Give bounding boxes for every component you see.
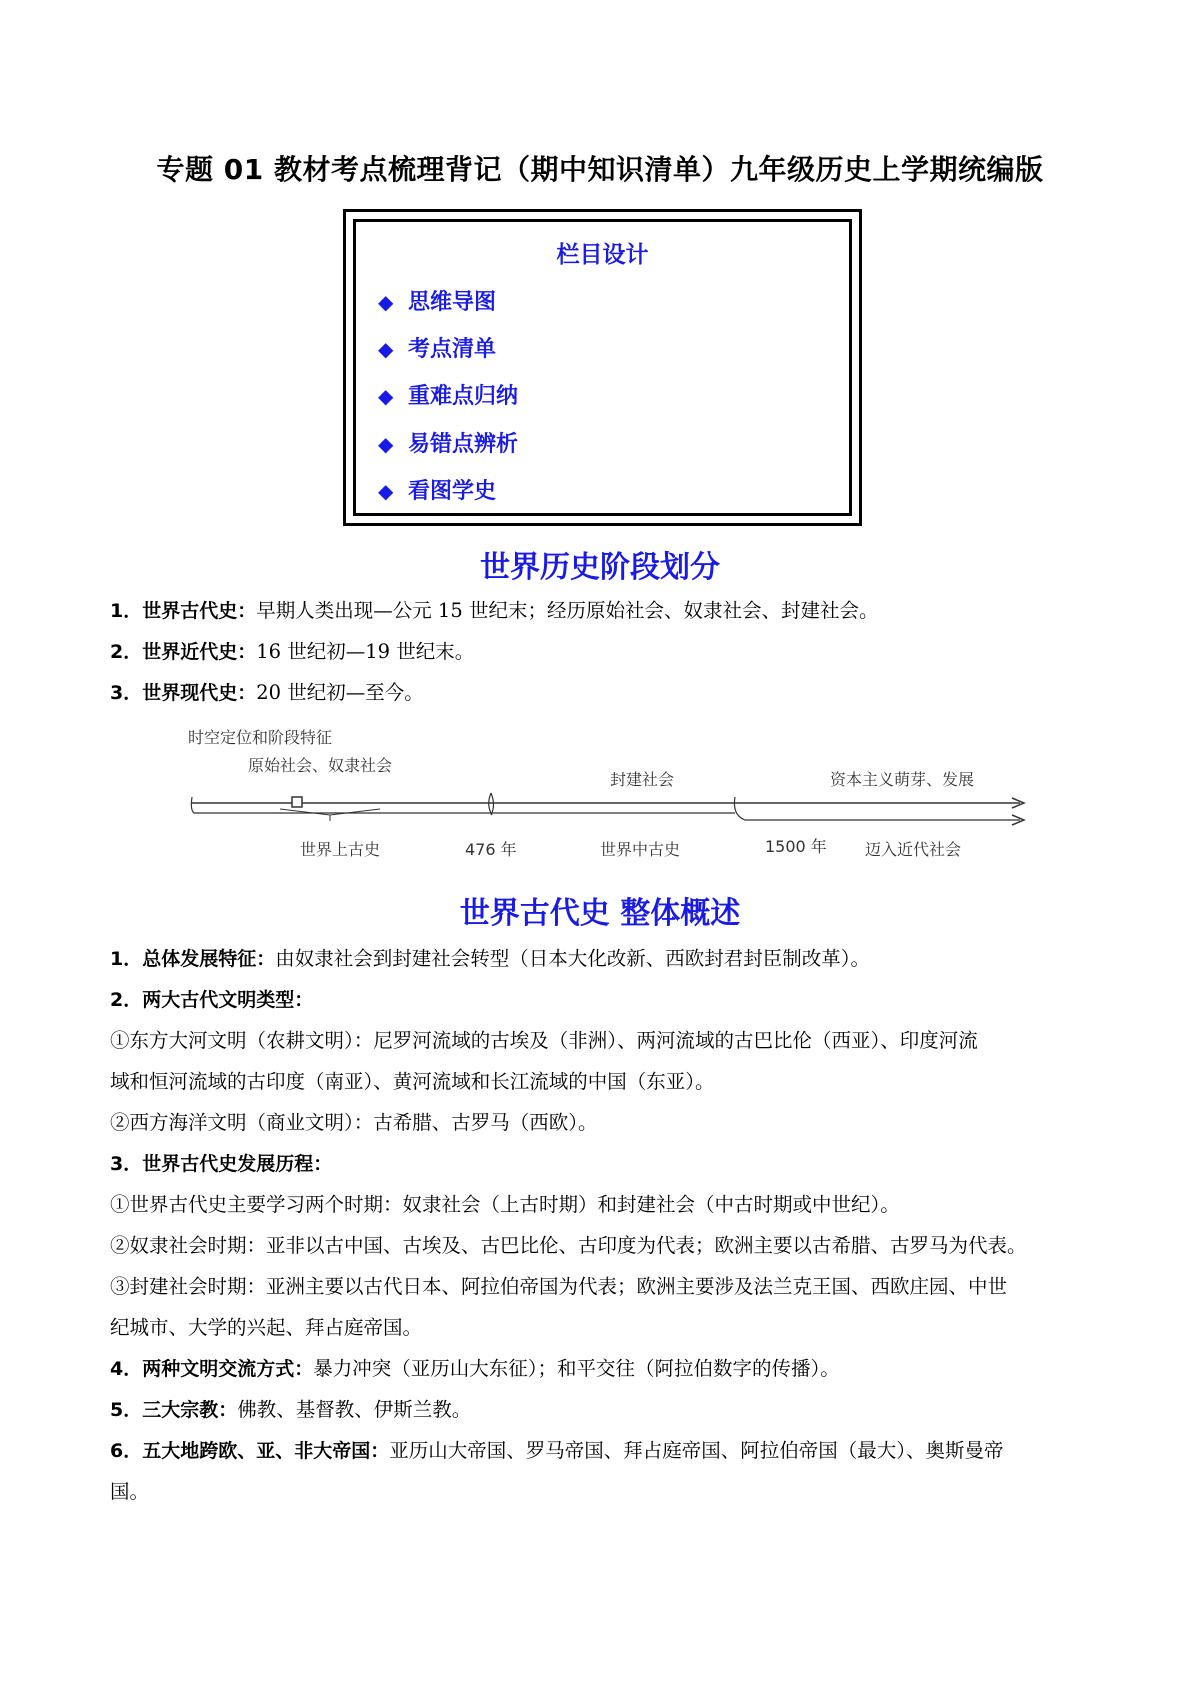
menu-item-key-points: ◆ 重难点归纳 xyxy=(378,384,519,409)
list-item: 5．三大宗教：佛教、基督教、伊斯兰教。 xyxy=(110,1398,472,1421)
timeline-modern-arrow xyxy=(734,797,1020,820)
list-item: ②西方海洋文明（商业文明）：古希腊、古罗马（西欧）。 xyxy=(110,1111,598,1134)
list-item: 4．两种文明交流方式：暴力冲突（亚历山大东征）；和平交往（阿拉伯数字的传播）。 xyxy=(110,1357,840,1380)
section-title-overview: 世界古代史 整体概述 xyxy=(459,896,741,931)
list-item: ①世界古代史主要学习两个时期：奴隶社会（上古时期）和封建社会（中古时期或中世纪）。 xyxy=(110,1193,900,1216)
timeline-start-marker xyxy=(292,797,302,807)
timeline-lower-bracket xyxy=(191,797,735,813)
timeline-divider-476 xyxy=(489,793,492,815)
timeline-label-medieval-history: 世界中古史 xyxy=(600,840,681,859)
list-item: 6．五大地跨欧、亚、非大帝国：亚历山大帝国、罗马帝国、拜占庭帝国、阿拉伯帝国（最大）、奥斯曼帝 xyxy=(110,1439,1004,1462)
diamond-bullet-icon: ◆ xyxy=(378,432,394,456)
timeline-label-476: 476 年 xyxy=(465,840,517,859)
timeline-ancient-brace xyxy=(280,809,380,821)
list-item: 域和恒河流域的古印度（南亚）、黄河流域和长江流域的中国（东亚）。 xyxy=(110,1070,715,1093)
list-item: ①东方大河文明（农耕文明）：尼罗河流域的古埃及（非洲）、两河流域的古巴比伦（西亚）、印度河流 xyxy=(110,1029,978,1052)
column-design-heading: 栏目设计 xyxy=(556,242,649,268)
page-title: 专题 01 教材考点梳理背记（期中知识清单）九年级历史上学期统编版 xyxy=(156,153,1044,186)
list-item: 3．世界古代史发展历程： xyxy=(110,1153,333,1175)
section-title-periods: 世界历史阶段划分 xyxy=(480,550,720,585)
timeline-label-ancient-history: 世界上古史 xyxy=(300,840,381,859)
menu-item-mind-map: ◆ 思维导图 xyxy=(378,290,497,315)
list-item: 2．两大古代文明类型： xyxy=(110,989,314,1011)
list-item: 1．世界古代史：早期人类出现—公元 15 世纪末；经历原始社会、奴隶社会、封建社会。 xyxy=(110,599,879,622)
list-item: 国。 xyxy=(110,1480,150,1503)
timeline-label-primitive-slave: 原始社会、奴隶社会 xyxy=(248,756,393,775)
diamond-bullet-icon: ◆ xyxy=(378,290,394,314)
list-item: ③封建社会时期：亚洲主要以古代日本、阿拉伯帝国为代表；欧洲主要涉及法兰克王国、西欧庄园、中世 xyxy=(110,1275,1008,1298)
diamond-bullet-icon: ◆ xyxy=(378,384,394,408)
column-design-box xyxy=(343,209,862,526)
list-item: 纪城市、大学的兴起、拜占庭帝国。 xyxy=(110,1316,423,1339)
list-item: 2．世界近代史：16 世纪初—19 世纪末。 xyxy=(110,640,475,663)
menu-item-checklist: ◆ 考点清单 xyxy=(378,337,497,362)
list-item: 3．世界现代史：20 世纪初—至今。 xyxy=(110,681,424,704)
list-item: ②奴隶社会时期：亚非以古中国、古埃及、古巴比伦、古印度为代表；欧洲主要以古希腊、古罗马为代表。 xyxy=(110,1234,1027,1257)
timeline-label-feudal: 封建社会 xyxy=(610,770,675,789)
history-timeline xyxy=(180,725,1040,875)
timeline-label-modern-society: 迈入近代社会 xyxy=(865,840,962,859)
menu-item-picture-history: ◆ 看图学史 xyxy=(378,479,497,504)
timeline-label-capitalism: 资本主义萌芽、发展 xyxy=(830,770,975,789)
timeline-heading: 时空定位和阶段特征 xyxy=(188,728,333,747)
list-item: 1．总体发展特征：由奴隶社会到封建社会转型（日本大化改新、西欧封君封臣制改革）。 xyxy=(110,947,870,970)
timeline-label-1500: 1500 年 xyxy=(765,837,827,856)
menu-item-error-analysis: ◆ 易错点辨析 xyxy=(378,432,519,457)
column-design-inner-border xyxy=(353,219,852,516)
diamond-bullet-icon: ◆ xyxy=(378,479,394,503)
diamond-bullet-icon: ◆ xyxy=(378,337,394,361)
